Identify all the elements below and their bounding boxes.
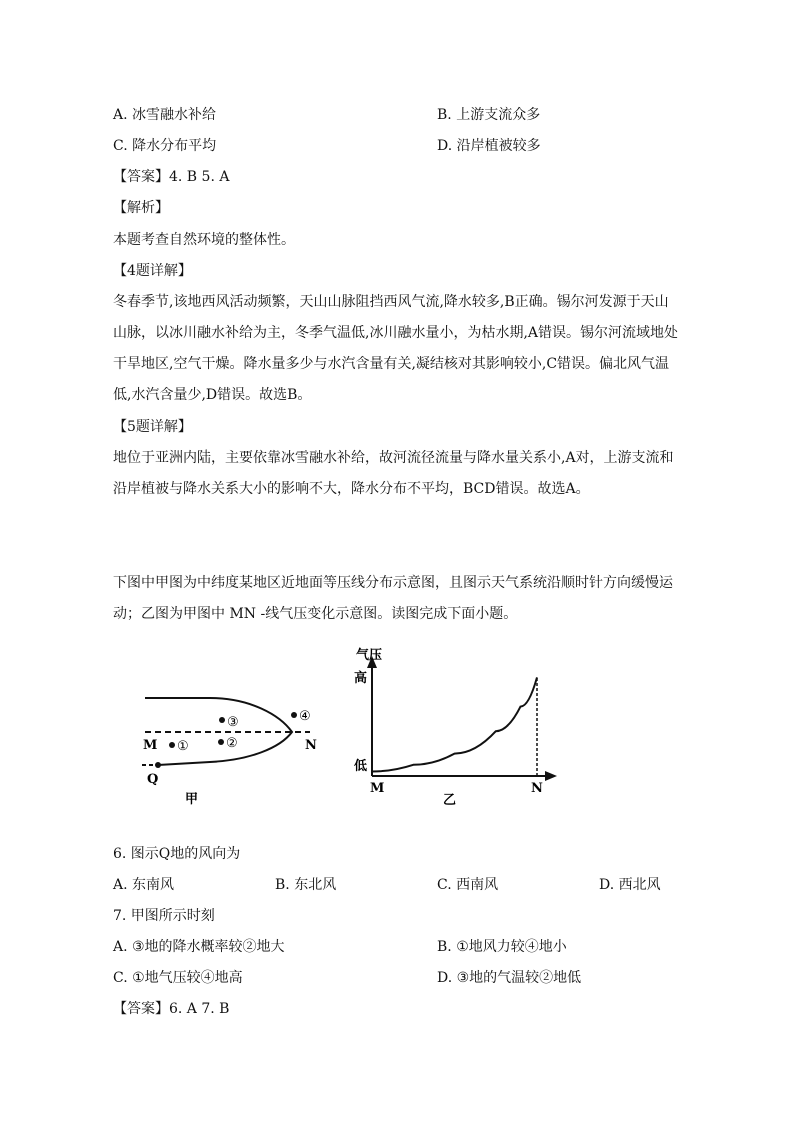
q7-option-c: C. ①地气压较④地高 <box>113 970 243 986</box>
caption-jia: 甲 <box>185 792 199 807</box>
label-m: M <box>143 738 158 753</box>
point-4-dot <box>291 712 297 718</box>
option-d: D. 沿岸植被较多 <box>437 138 541 154</box>
figure-jia-isobar-map <box>130 680 330 810</box>
option-a: A. 冰雪融水补给 <box>113 107 217 123</box>
point-q-dot <box>155 762 161 768</box>
q7-option-d: D. ③地的气温较②地低 <box>437 970 582 986</box>
q6-stem: 6. 图示Q地的风向为 <box>113 846 241 862</box>
label-n: N <box>305 738 317 753</box>
q6-option-b: B. 东北风 <box>275 877 337 893</box>
q5-detail-line: 沿岸植被与降水关系大小的影响不大，降水分布不平均，BCD错误。故选A。 <box>113 481 590 497</box>
q5-detail-heading: 【5题详解】 <box>113 419 192 435</box>
y-high-label: 高 <box>354 671 368 686</box>
q5-detail-line: 地位于亚洲内陆，主要依靠冰雪融水补给，故河流径流量与降水量关系小,A对，上游支流和 <box>113 450 674 466</box>
option-b: B. 上游支流众多 <box>437 107 541 123</box>
x-end-label: N <box>531 781 543 796</box>
q4-detail-line: 低,水汽含量少,D错误。故选B。 <box>113 387 312 403</box>
y-axis-title: 气压 <box>356 648 383 663</box>
q4-detail-line: 冬春季节,该地西风活动频繁，天山山脉阻挡西风气流,降水较多,B正确。锡尔河发源于天山 <box>113 294 669 310</box>
figure-yi-pressure-chart <box>345 642 570 810</box>
q7-option-b: B. ①地风力较④地小 <box>437 939 567 955</box>
q6-option-a: A. 东南风 <box>113 877 175 893</box>
q6-option-c: C. 西南风 <box>437 877 499 893</box>
caption-yi: 乙 <box>443 793 457 808</box>
intro-6-7-line: 动；乙图为甲图中 MN -线气压变化示意图。读图完成下面小题。 <box>113 606 518 622</box>
y-low-label: 低 <box>354 759 368 774</box>
point-2-dot <box>218 739 224 745</box>
point-1-dot <box>169 742 175 748</box>
q7-option-a: A. ③地的降水概率较②地大 <box>113 939 285 955</box>
answer-4-5: 【答案】4. B 5. A <box>113 169 230 185</box>
x-start-label: M <box>370 781 385 796</box>
q7-stem: 7. 甲图所示时刻 <box>113 908 215 924</box>
answer-6-7: 【答案】6. A 7. B <box>113 1001 230 1017</box>
q4-detail-heading: 【4题详解】 <box>113 263 192 279</box>
pressure-curve <box>372 677 537 771</box>
q4-detail-line: 干旱地区,空气干燥。降水量多少与水汽含量有关,凝结核对其影响较小,C错误。偏北风气温 <box>113 356 670 372</box>
intro-6-7-line: 下图中甲图为中纬度某地区近地面等压线分布示意图，且图示天气系统沿顺时针方向缓慢运 <box>113 575 673 591</box>
point-1-label: ① <box>177 739 189 754</box>
x-axis-arrow <box>545 771 557 781</box>
point-2-label: ② <box>226 736 238 751</box>
analysis-heading: 【解析】 <box>113 200 169 216</box>
q6-option-d: D. 西北风 <box>599 877 661 893</box>
point-4-label: ④ <box>299 709 311 724</box>
label-q: Q <box>147 772 159 787</box>
option-c: C. 降水分布平均 <box>113 138 217 154</box>
point-3-label: ③ <box>227 715 239 730</box>
q4-detail-line: 山脉，以冰川融水补给为主，冬季气温低,冰川融水量小，为枯水期,A错误。锡尔河流域地处 <box>113 325 679 341</box>
analysis-intro: 本题考查自然环境的整体性。 <box>113 232 295 248</box>
point-3-dot <box>219 717 225 723</box>
